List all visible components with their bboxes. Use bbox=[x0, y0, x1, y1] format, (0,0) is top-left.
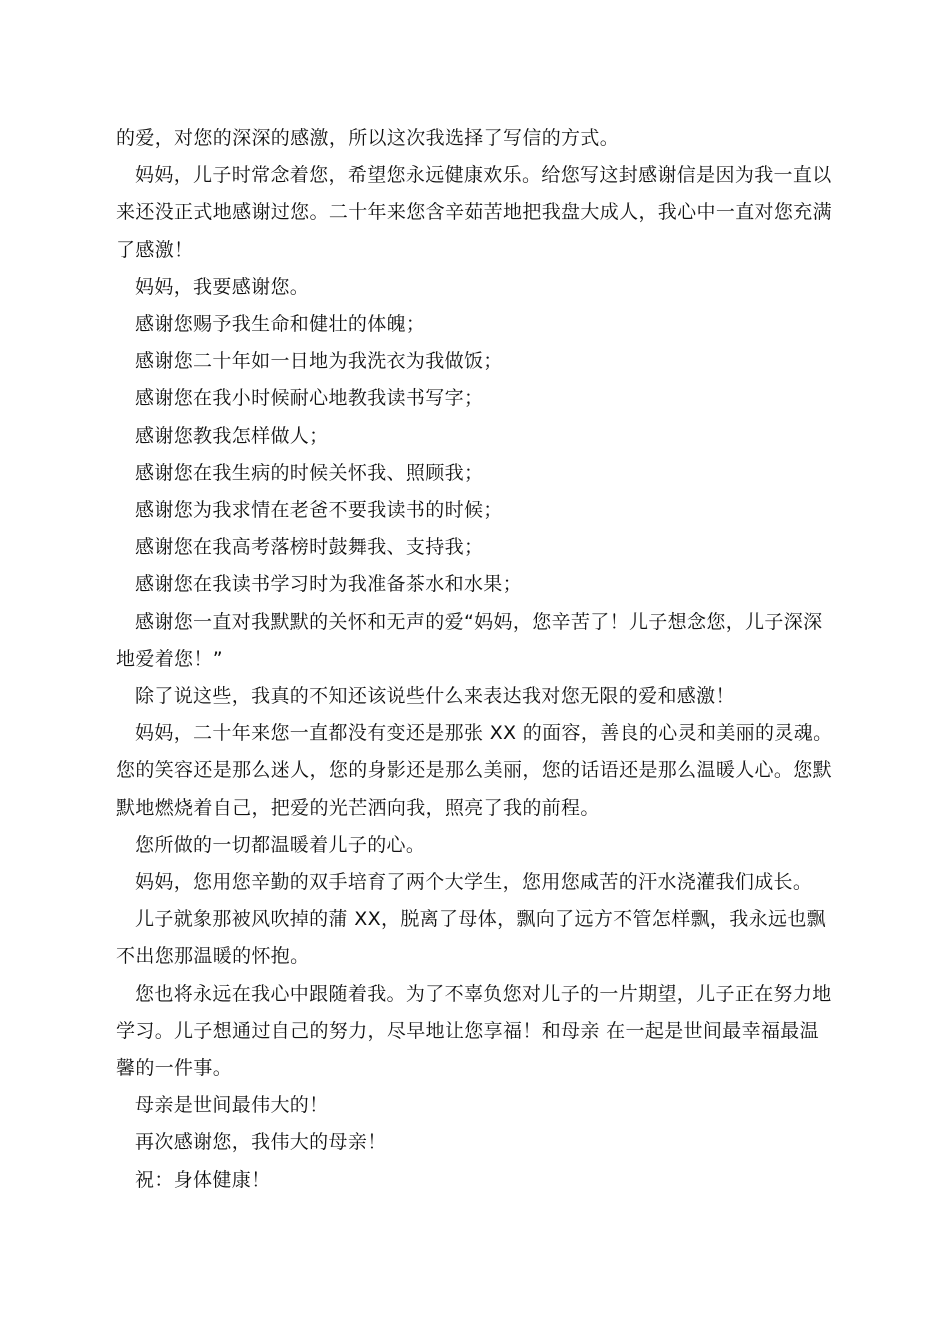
paragraph: 妈妈，您用您辛勤的双手培育了两个大学生，您用您咸苦的汗水浇灌我们成长。 bbox=[135, 871, 813, 894]
paragraph: 您也将永远在我心中跟随着我。为了不辜负您对儿子的一片期望，儿子正在努力地学习。儿子想通过自己的努力，尽早地让您享福！和母亲 在一起是世间最幸福最温馨的一件事。 bbox=[116, 982, 832, 1080]
paragraph: 除了说这些，我真的不知还该说些什么来表达我对您无限的爱和感激！ bbox=[135, 685, 735, 708]
paragraph: 感谢您赐予我生命和健壮的体魄； bbox=[135, 313, 426, 336]
paragraph: 儿子就象那被风吹掉的蒲 XX，脱离了母体，飘向了远方不管怎样飘，我永远也飘不出您那温暖的怀抱。 bbox=[116, 908, 827, 968]
paragraph: 感谢您为我求情在老爸不要我读书的时候； bbox=[135, 499, 503, 522]
paragraph: 感谢您在我高考落榜时鼓舞我、支持我； bbox=[135, 536, 484, 559]
paragraph: 感谢您一直对我默默的关怀和无声的爱“妈妈，您辛苦了！儿子想念您，儿子深深地爱着您！” bbox=[116, 610, 823, 670]
paragraph: 母亲是世间最伟大的！ bbox=[135, 1094, 329, 1117]
paragraph: 妈妈，我要感谢您。 bbox=[135, 275, 310, 298]
paragraph: 感谢您在我读书学习时为我准备茶水和水果； bbox=[135, 573, 523, 596]
paragraph: 感谢您在我生病的时候关怀我、照顾我； bbox=[135, 461, 484, 484]
paragraph: 妈妈，儿子时常念着您，希望您永远健康欢乐。给您写这封感谢信是因为我一直以来还没正式地感谢过您。二十年来您含辛茹苦地把我盘大成人，我心中一直对您充满了感激！ bbox=[116, 164, 832, 261]
letter-body bbox=[116, 120, 836, 1199]
paragraph: 再次感谢您，我伟大的母亲！ bbox=[135, 1131, 387, 1154]
paragraph: 的爱，对您的深深的感激，所以这次我选择了写信的方式。 bbox=[116, 127, 620, 149]
paragraph: 祝：身体健康！ bbox=[135, 1168, 271, 1191]
paragraph: 您所做的一切都温暖着儿子的心。 bbox=[135, 833, 426, 856]
paragraph: 感谢您教我怎样做人； bbox=[135, 424, 329, 447]
paragraph: 妈妈，二十年来您一直都没有变还是那张 XX 的面容，善良的心灵和美丽的灵魂。您的笑容还是那么迷人，您的身影还是那么美丽，您的话语还是那么温暖人心。您默默地燃烧着自己，把爱的光芒洒向我，照亮了我的前程。 bbox=[116, 722, 833, 819]
paragraph: 感谢您在我小时候耐心地教我读书写字； bbox=[135, 387, 484, 410]
paragraph: 感谢您二十年如一日地为我洗衣为我做饭； bbox=[135, 350, 503, 373]
